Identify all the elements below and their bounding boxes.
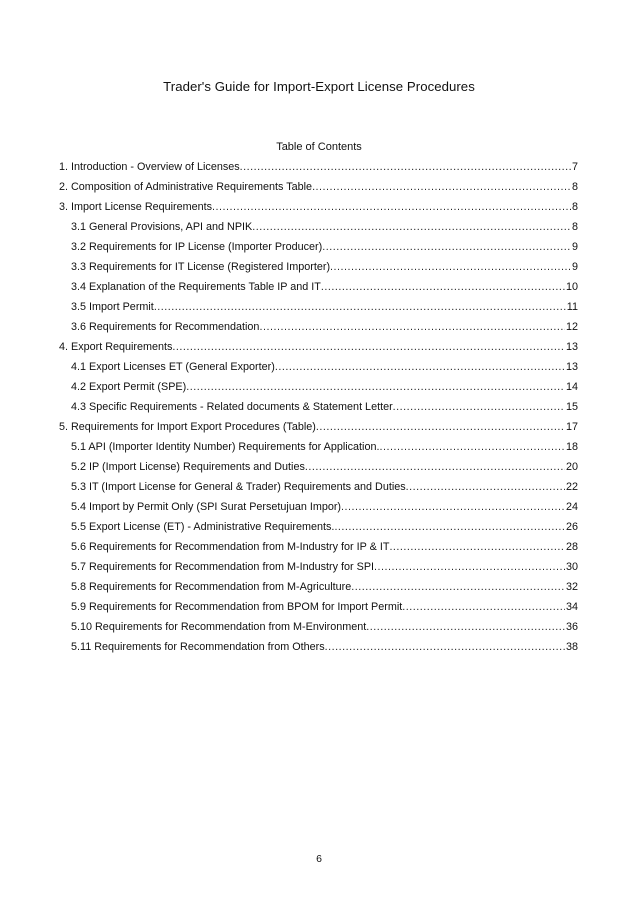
toc-dot-leader [259, 320, 565, 334]
toc-dot-leader [275, 360, 565, 374]
toc-dot-leader [321, 280, 565, 294]
toc-dot-leader [322, 240, 571, 254]
toc-dot-leader [312, 180, 571, 194]
toc-entry-label: 5. Requirements for Import Export Procedures (Table) [59, 421, 316, 433]
toc-dot-leader [341, 500, 565, 514]
toc-entry-label: 5.5 Export License (ET) - Administrative Requirements. [71, 521, 335, 533]
toc-entry[interactable] [59, 220, 578, 240]
toc-dot-leader [154, 300, 566, 314]
toc-entry-page: 34 [565, 601, 578, 613]
toc-entry[interactable] [59, 600, 578, 620]
toc-entry-label: 4. Export Requirements [59, 341, 173, 353]
toc-entry-page: 14 [565, 381, 578, 393]
toc-entry-page: 8 [571, 221, 578, 233]
toc-dot-leader [393, 400, 565, 414]
toc-entry[interactable] [59, 360, 578, 380]
toc-entry[interactable] [59, 180, 578, 200]
toc-entry-page: 12 [565, 321, 578, 333]
toc-entry[interactable] [59, 440, 578, 460]
toc-entry[interactable] [59, 200, 578, 220]
toc-entry-page: 15 [565, 401, 578, 413]
toc-dot-leader [379, 440, 565, 454]
table-of-contents [59, 160, 578, 660]
toc-entry-page: 10 [565, 281, 578, 293]
document-title: Trader's Guide for Import-Export License Procedures [163, 79, 475, 94]
toc-entry-page: 9 [571, 241, 578, 253]
toc-entry-label: 5.10 Requirements for Recommendation from M-Environment [71, 621, 367, 633]
toc-entry-label: 5.7 Requirements for Recommendation from M-Industry for SPI [71, 561, 375, 573]
toc-entry[interactable] [59, 480, 578, 500]
toc-dot-leader [305, 460, 565, 474]
toc-entry-page: 20 [565, 461, 578, 473]
toc-dot-leader [212, 200, 571, 214]
toc-entry-label: 5.3 IT (Import License for General & Trader) Requirements and Duties [71, 481, 406, 493]
toc-entry-page: 26 [565, 521, 578, 533]
toc-entry-label: 3.4 Explanation of the Requirements Table IP and IT [71, 281, 321, 293]
toc-entry-label: 3.6 Requirements for Recommendation [71, 321, 260, 333]
toc-entry-page: 30 [565, 561, 578, 573]
toc-entry-page: 13 [565, 361, 578, 373]
toc-entry[interactable] [59, 520, 578, 540]
toc-entry[interactable] [59, 160, 578, 180]
toc-entry-label: 4.2 Export Permit (SPE) [71, 381, 187, 393]
toc-entry-page: 36 [565, 621, 578, 633]
toc-dot-leader [330, 260, 571, 274]
toc-entry-label: 5.2 IP (Import License) Requirements and Duties [71, 461, 305, 473]
toc-entry-label: 3.3 Requirements for IT License (Registered Importer) [71, 261, 331, 273]
toc-entry[interactable] [59, 340, 578, 360]
toc-dot-leader [186, 380, 565, 394]
toc-entry-label: 2. Composition of Administrative Requirements Table [59, 181, 313, 193]
toc-dot-leader [366, 620, 565, 634]
toc-dot-leader [334, 520, 565, 534]
toc-entry-label: 4.3 Specific Requirements - Related documents & Statement Letter [71, 401, 393, 413]
toc-entry[interactable] [59, 580, 578, 600]
toc-entry-page: 24 [565, 501, 578, 513]
toc-entry-page: 13 [565, 341, 578, 353]
toc-entry[interactable] [59, 240, 578, 260]
toc-dot-leader [389, 540, 565, 554]
toc-entry[interactable] [59, 540, 578, 560]
toc-entry-page: 9 [571, 261, 578, 273]
toc-entry-label: 3. Import License Requirements [59, 201, 213, 213]
page-number: 6 [316, 853, 322, 865]
toc-entry-label: 3.2 Requirements for IP License (Importer Producer) [71, 241, 323, 253]
toc-entry[interactable] [59, 460, 578, 480]
toc-entry-label: 1. Introduction - Overview of Licenses [59, 161, 240, 173]
toc-dot-leader [252, 220, 571, 234]
toc-entry-page: 8 [571, 201, 578, 213]
toc-entry[interactable] [59, 500, 578, 520]
toc-dot-leader [240, 160, 571, 174]
toc-entry[interactable] [59, 320, 578, 340]
toc-entry-page: 8 [571, 181, 578, 193]
toc-entry-page: 32 [565, 581, 578, 593]
toc-entry[interactable] [59, 420, 578, 440]
toc-entry-label: 3.5 Import Permit [71, 301, 154, 313]
toc-entry[interactable] [59, 620, 578, 640]
toc-entry-label: 5.8 Requirements for Recommendation from M-Agriculture [71, 581, 352, 593]
toc-dot-leader [325, 640, 565, 654]
toc-dot-leader [406, 480, 565, 494]
toc-entry[interactable] [59, 260, 578, 280]
toc-dot-leader [402, 600, 565, 614]
toc-dot-leader [172, 340, 565, 354]
toc-entry[interactable] [59, 300, 578, 320]
toc-entry-page: 28 [565, 541, 578, 553]
toc-dot-leader [316, 420, 565, 434]
toc-dot-leader [374, 560, 565, 574]
toc-entry-page: 7 [571, 161, 578, 173]
toc-dot-leader [351, 580, 565, 594]
toc-entry-label: 5.4 Import by Permit Only (SPI Surat Persetujuan Impor) [71, 501, 342, 513]
toc-entry[interactable] [59, 380, 578, 400]
toc-entry-page: 22 [565, 481, 578, 493]
toc-entry-page: 18 [565, 441, 578, 453]
toc-entry-label: 4.1 Export Licenses ET (General Exporter) [71, 361, 275, 373]
toc-entry[interactable] [59, 560, 578, 580]
toc-entry-label: 5.9 Requirements for Recommendation from BPOM for Import Permit [71, 601, 403, 613]
toc-entry-page: 38 [565, 641, 578, 653]
toc-entry[interactable] [59, 400, 578, 420]
toc-entry-page: 11 [566, 301, 578, 313]
toc-entry-page: 17 [565, 421, 578, 433]
toc-entry[interactable] [59, 280, 578, 300]
toc-entry-label: 3.1 General Provisions, API and NPIK [71, 221, 253, 233]
toc-entry-label: 5.6 Requirements for Recommendation from M-Industry for IP & IT [71, 541, 390, 553]
toc-entry-label: 5.1 API (Importer Identity Number) Requirements for Application. [71, 441, 380, 453]
toc-entry-label: 5.11 Requirements for Recommendation from Others [71, 641, 325, 653]
toc-heading: Table of Contents [276, 141, 362, 153]
toc-entry[interactable] [59, 640, 578, 660]
